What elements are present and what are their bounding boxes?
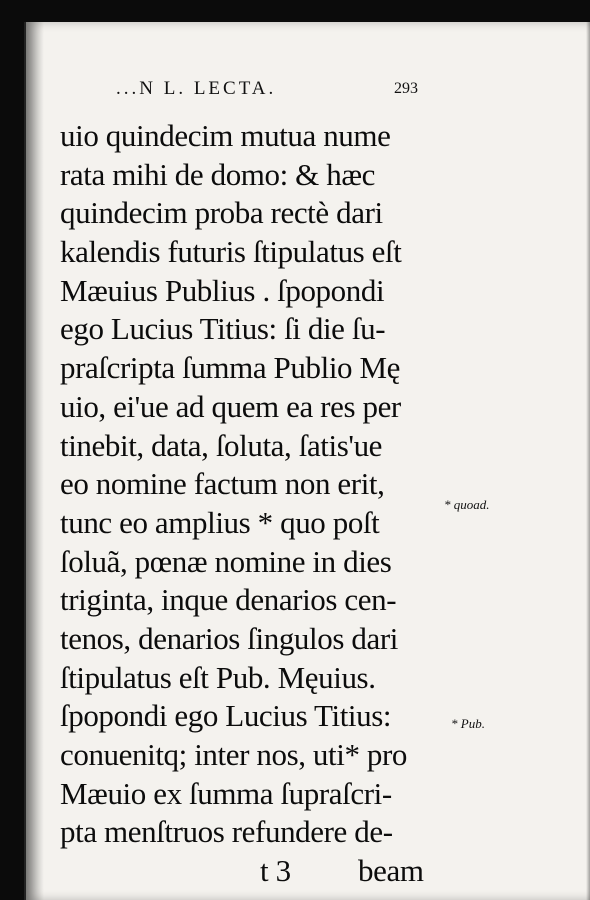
text-line: pta menſtruos refundere de-: [60, 814, 393, 850]
text-line: tunc eo amplius * quo poſt: [60, 504, 380, 540]
book-page: [24, 22, 590, 900]
text-line: quindecim proba rectè dari: [60, 195, 383, 231]
text-line: kalendis futuris ſtipulatus eſt: [60, 234, 402, 270]
page-edge-shadow: [586, 22, 590, 900]
catchword: beam: [358, 853, 424, 889]
text-line: conuenitq; inter nos, uti* pro: [60, 737, 408, 772]
running-head: ...N L. LECTA.: [116, 78, 277, 99]
text-line: ſoluã, pœnæ nomine in dies: [60, 543, 392, 579]
text-line: Mæuius Publius . ſpopondi: [60, 272, 385, 308]
text-block: [60, 117, 460, 891]
text-line: triginta, inque denarios cen-: [60, 582, 397, 618]
margin-note-quoad: * quoad.: [444, 497, 490, 512]
signature-mark: t 3: [260, 853, 291, 889]
footer-line: [60, 852, 460, 891]
page-number: 293: [394, 80, 418, 97]
text-line: uio, ei'ue ad quem ea res per: [60, 388, 401, 424]
text-line: ego Lucius Titius: ſi die ſu-: [60, 311, 386, 347]
text-line: uio quindecim mutua nume: [60, 118, 391, 153]
binding-shadow: [26, 22, 44, 900]
margin-note-pub: * Pub.: [451, 716, 485, 731]
text-line: tenos, denarios ſingulos dari: [60, 620, 398, 656]
text-line: ſpopondi ego Lucius Titius:: [60, 698, 392, 734]
text-line: Mæuio ex ſumma ſupraſcri-: [60, 775, 392, 811]
text-line: tinebit, data, ſoluta, ſatis'ue: [60, 427, 383, 463]
text-line: eo nomine factum non erit,: [60, 466, 385, 502]
text-line: rata mihi de domo: & hæc: [60, 156, 375, 192]
text-line: praſcripta ſumma Publio Mę: [60, 350, 401, 386]
text-line: ſtipulatus eſt Pub. Męuius.: [60, 659, 376, 695]
